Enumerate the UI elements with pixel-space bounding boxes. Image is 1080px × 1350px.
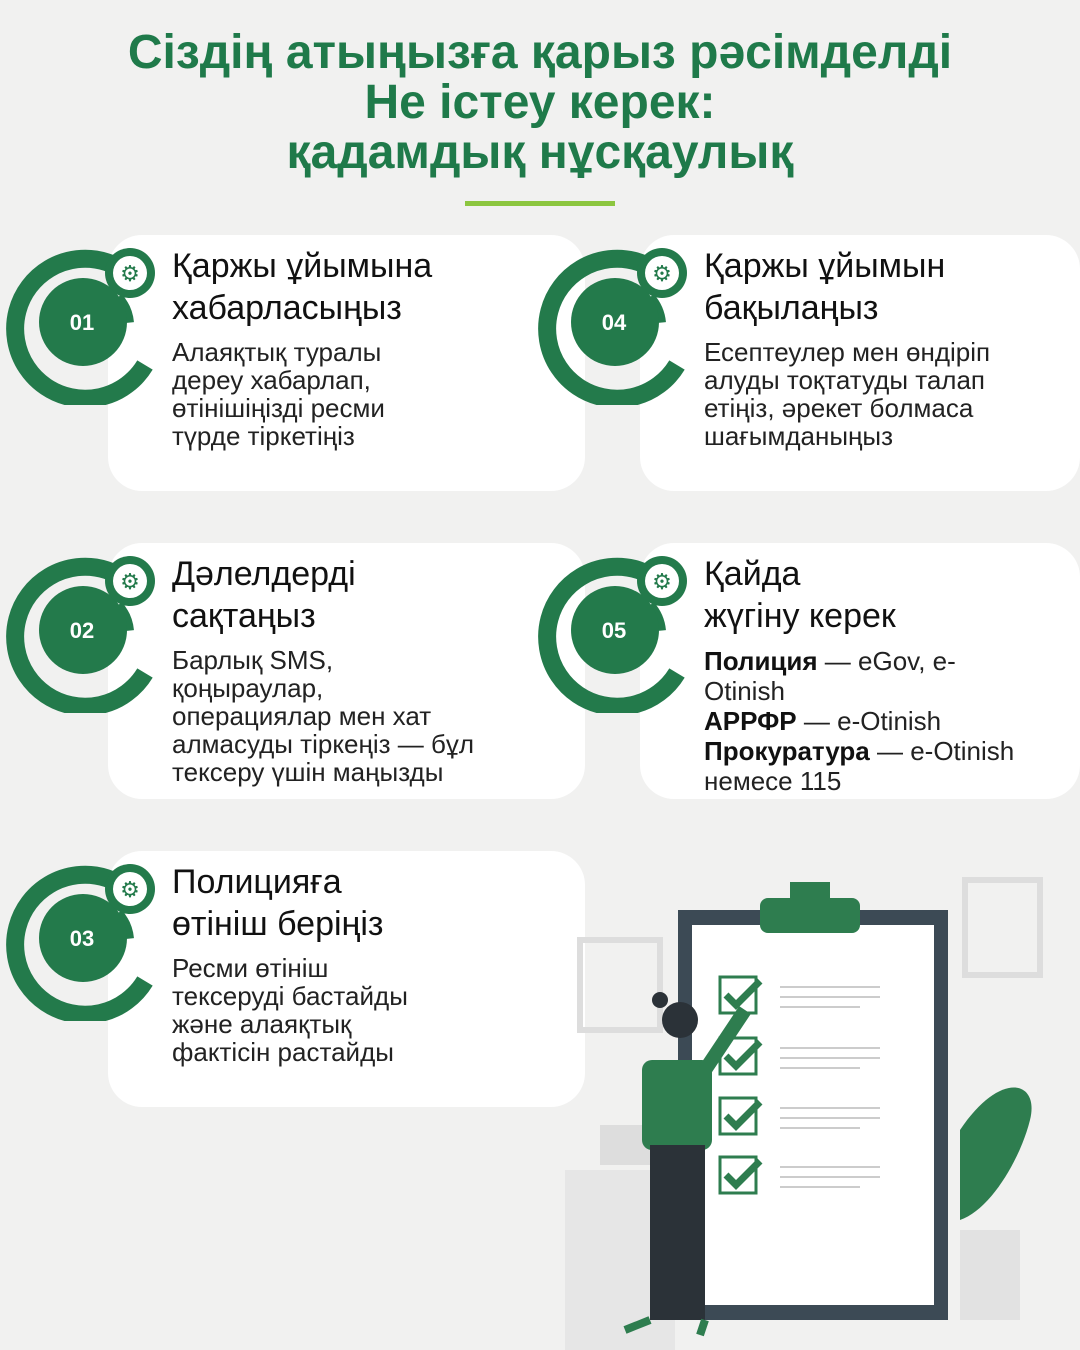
body-line: алмасуды тіркеңіз — бұл [172, 729, 475, 759]
body-line: дереу хабарлап, [172, 365, 371, 395]
agency-channel: немесе 115 [704, 766, 842, 796]
agency-name: Прокуратура [704, 736, 870, 766]
step-heading [704, 245, 1074, 329]
step-number: 03 [69, 926, 95, 951]
agency-channel: Otinish [704, 676, 785, 706]
body-line: алуды тоқтатуды талап [704, 365, 986, 395]
body-line: фактісін растайды [172, 1037, 394, 1067]
step-heading [172, 245, 542, 329]
title-line: қадамдық нұсқаулық [286, 126, 794, 179]
gear-icon: ⚙ [120, 569, 140, 594]
heading-line: Қаржы ұйымына [172, 247, 433, 285]
body-line: және алаяқтық [172, 1009, 352, 1039]
body-line: өтінішіңізді ресми [172, 393, 385, 423]
gear-icon: ⚙ [120, 877, 140, 902]
contact-row [704, 766, 1074, 796]
body-line: шағымданыңыз [704, 421, 894, 451]
contact-row [704, 736, 1074, 766]
heading-line: өтініш беріңіз [172, 905, 384, 943]
step-badge [5, 861, 165, 1021]
step-body [172, 646, 542, 786]
agency-channel: — e-Otinish [796, 706, 942, 736]
title-divider [465, 201, 615, 206]
agency-name: АРРФР [704, 706, 797, 736]
agency-channel: — e-Otinish [869, 736, 1015, 766]
agency-name: Полиция [704, 646, 818, 676]
step-body [172, 338, 542, 450]
heading-line: Дәлелдерді [172, 555, 356, 593]
page-title [0, 28, 1080, 178]
agency-channel: — eGov, e- [817, 646, 956, 676]
body-line: Алаяқтық туралы [172, 337, 382, 367]
heading-line: сақтаңыз [172, 597, 316, 635]
body-line: Есептеулер мен өндіріп [704, 337, 991, 367]
step-body [172, 954, 542, 1066]
heading-line: Полицияға [172, 863, 342, 901]
step-body [704, 338, 1074, 450]
contact-row [704, 706, 1074, 736]
step-badge [537, 245, 697, 405]
body-line: Барлық SMS, [172, 645, 334, 675]
step-heading [172, 861, 542, 945]
body-line: тексеру үшін маңызды [172, 757, 444, 787]
step-heading [704, 553, 1074, 637]
body-line: қоңыраулар, [172, 673, 324, 703]
body-line: операциялар мен хат [172, 701, 432, 731]
step-heading [172, 553, 542, 637]
title-line: Не істеу керек: [364, 76, 716, 129]
heading-line: хабарласыңыз [172, 289, 402, 327]
body-line: түрде тіркетіңіз [172, 421, 355, 451]
step-number: 05 [601, 618, 627, 643]
gear-icon: ⚙ [652, 569, 672, 594]
heading-line: Қайда [704, 555, 801, 593]
step-body [704, 646, 1074, 796]
title-line: Сіздің атыңызға қарыз рәсімделді [127, 26, 953, 79]
body-line: Ресми өтініш [172, 953, 329, 983]
checklist-illustration [560, 870, 1080, 1350]
step-badge [5, 245, 165, 405]
body-line: тексеруді бастайды [172, 981, 408, 1011]
contact-row [704, 676, 1074, 706]
step-number: 02 [69, 618, 95, 643]
step-badge [5, 553, 165, 713]
gear-icon: ⚙ [120, 261, 140, 286]
contact-row [704, 646, 1074, 676]
gear-icon: ⚙ [652, 261, 672, 286]
body-line: етіңіз, әрекет болмаса [704, 393, 974, 423]
step-number: 01 [69, 310, 95, 335]
heading-line: Қаржы ұйымын [704, 247, 946, 285]
step-number: 04 [601, 310, 627, 335]
heading-line: жүгіну керек [704, 597, 896, 635]
heading-line: бақылаңыз [704, 289, 879, 327]
step-badge [537, 553, 697, 713]
